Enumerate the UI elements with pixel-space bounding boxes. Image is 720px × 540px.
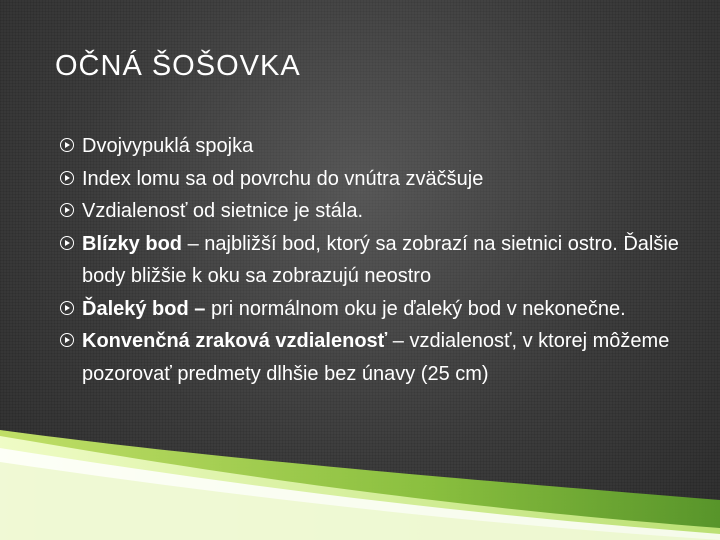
circled-arrow-right-icon bbox=[60, 333, 74, 347]
circled-arrow-right-icon bbox=[60, 203, 74, 217]
list-item bbox=[60, 325, 680, 390]
item-text: Vzdialenosť od sietnice je stála. bbox=[82, 200, 363, 222]
list-item bbox=[60, 228, 680, 293]
item-text: pri normálnom oku je ďaleký bod v nekonečne. bbox=[205, 297, 626, 320]
slide-title: OČNÁ ŠOŠOVKA bbox=[55, 50, 301, 82]
list-item bbox=[60, 130, 680, 163]
item-term: Konvenčná zraková vzdialenosť bbox=[82, 330, 388, 352]
circled-arrow-right-icon bbox=[60, 138, 74, 152]
item-text: – najbližší bod, ktorý sa zobrazí na sietnici ostro. Ďalšie body bližšie k oku sa zobrazujú neostro bbox=[82, 232, 679, 287]
list-item bbox=[60, 195, 680, 228]
item-text: Index lomu sa od povrchu do vnútra zväčšuje bbox=[82, 167, 484, 190]
circled-arrow-right-icon bbox=[60, 236, 74, 250]
item-term: Blízky bod bbox=[82, 232, 183, 255]
circled-arrow-right-icon bbox=[60, 301, 74, 315]
list-item bbox=[60, 293, 680, 326]
bullet-list bbox=[60, 130, 680, 390]
list-item bbox=[60, 163, 680, 196]
item-term: Ďaleký bod – bbox=[82, 297, 206, 320]
item-text: Dvojvypuklá spojka bbox=[82, 135, 254, 157]
circled-arrow-right-icon bbox=[60, 171, 74, 185]
item-text: – vzdialenosť, v ktorej môžeme pozorovať predmety dlhšie bez únavy (25 cm) bbox=[82, 330, 670, 385]
